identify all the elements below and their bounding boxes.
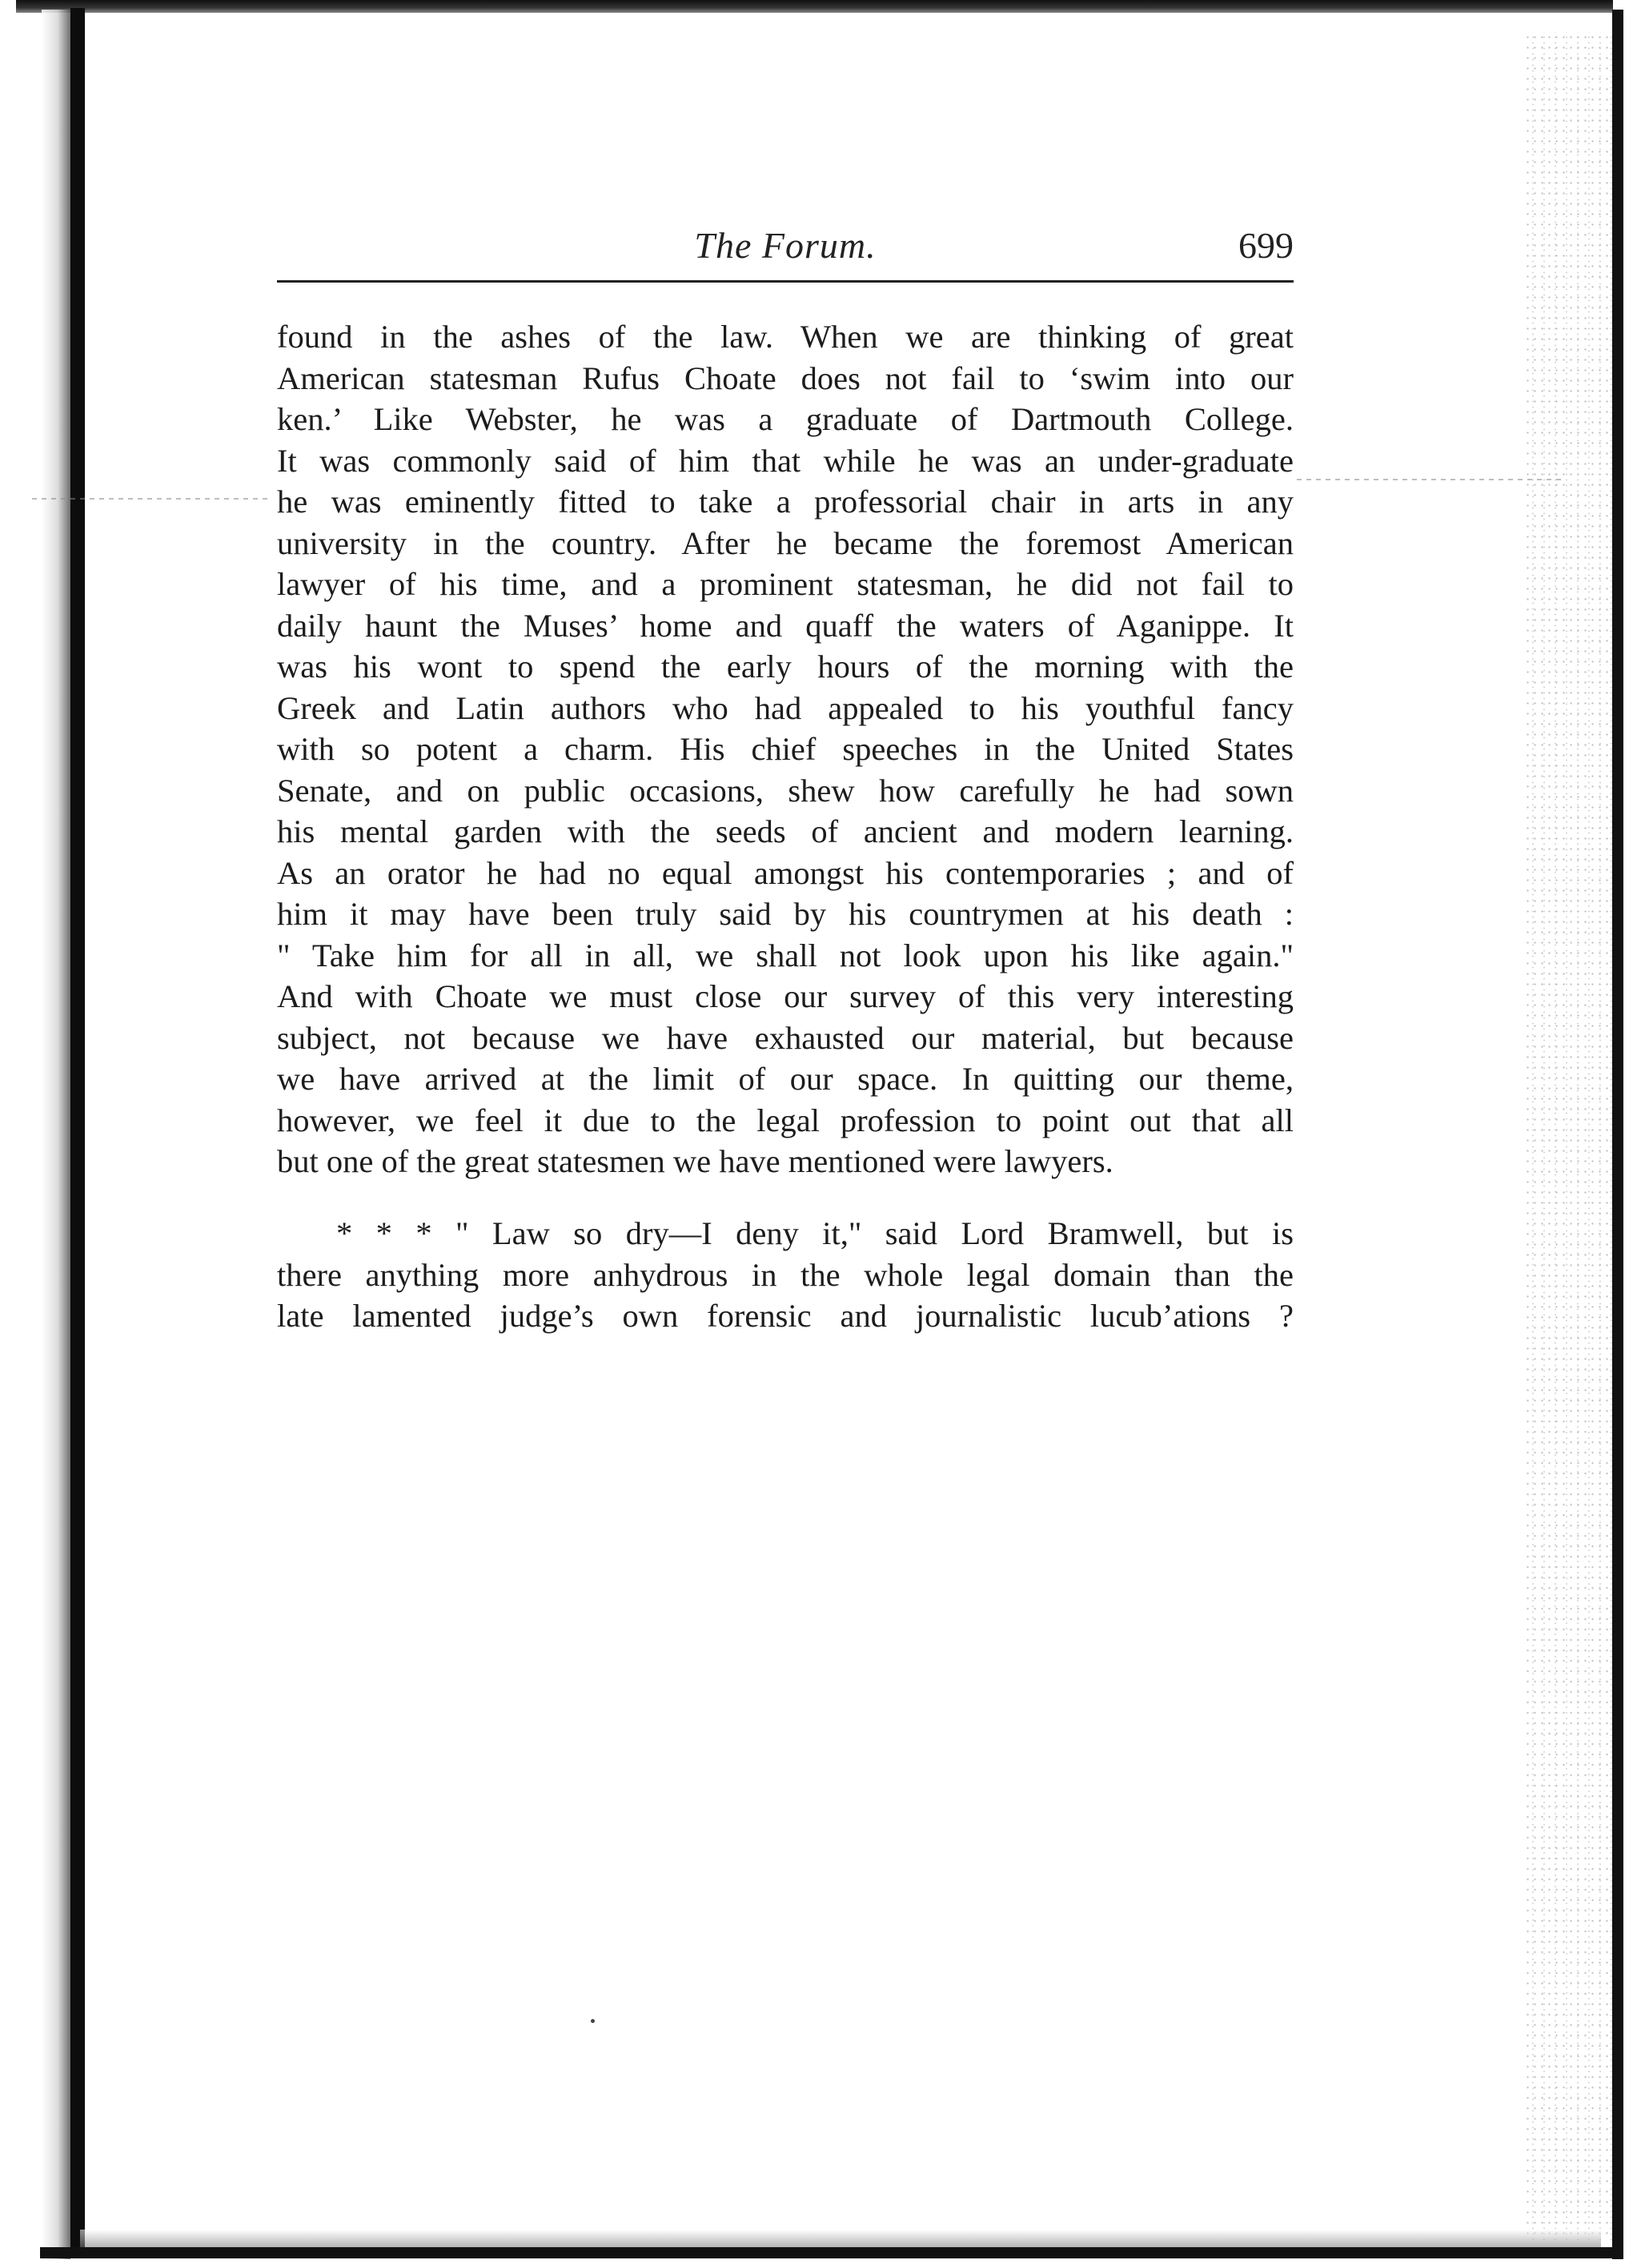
text-line: ken.’ Like Webster, he was a graduate of Dartmouth College. [277,401,1294,437]
stray-ink-dot [591,2019,595,2023]
body-paragraph-bramwell [277,1213,1294,1337]
text-line: As an orator he had no equal amongst his contemporaries ; and of [277,854,1294,891]
text-line: university in the country. After he became the foremost American [277,524,1294,561]
text-line: with so potent a charm. His chief speeches in the United States [277,731,1294,767]
text-line: however, we feel it due to the legal profession to point out that all [277,1102,1294,1138]
header-rule [277,280,1294,283]
journal-title: The Forum. [694,225,877,266]
text-line: we have arrived at the limit of our space. In quitting our theme, [277,1061,1294,1097]
page-number: 699 [1238,225,1294,266]
text-line: Senate, and on public occasions, shew how carefully he had sown [277,772,1294,809]
text-line: " Take him for all in all, we shall not look upon his like again." [277,937,1294,973]
text-line: subject, not because we have exhausted our material, but because [277,1019,1294,1056]
text-line: late lamented judge’s own forensic and journalistic lucub’ations ? [277,1298,1294,1334]
scan-border-left [70,8,85,2250]
text-line: was his wont to spend the early hours of the morning with the [277,648,1294,684]
text-line: lawyer of his time, and a prominent statesman, he did not fail to [277,566,1294,602]
scan-crease-left [32,498,272,500]
scan-border-bottom [40,2247,1617,2258]
text-line: * * * " Law so dry—I deny it," said Lord Bramwell, but is [336,1215,1294,1251]
text-line: but one of the great statesmen we have mentioned were lawyers. [277,1143,1113,1179]
scan-crease-right [1297,479,1561,480]
scan-border-right [1612,10,1623,2259]
running-head [277,224,1294,279]
text-line: And with Choate we must close our survey of this very interesting [277,978,1294,1014]
scan-binding-shadow [42,10,70,2259]
scan-edge-noise [1524,32,1612,2242]
scan-border-top [16,0,1613,13]
text-line: daily haunt the Muses’ home and quaff the waters of Aganippe. It [277,607,1294,644]
text-line: he was eminently fitted to take a professorial chair in arts in any [277,484,1294,520]
text-line: found in the ashes of the law. When we are thinking of great [277,319,1294,355]
text-line: there anything more anhydrous in the whole legal domain than the [277,1256,1294,1293]
text-line: Greek and Latin authors who had appealed to his youthful fancy [277,689,1294,726]
text-line: him it may have been truly said by his countrymen at his death : [277,896,1294,932]
text-line: American statesman Rufus Choate does not fail to ‘swim into our [277,359,1294,396]
text-line: his mental garden with the seeds of ancient and modern learning. [277,813,1294,849]
text-line: It was commonly said of him that while he was an under-graduate [277,442,1294,479]
scan-bottom-shadow [80,2230,1601,2247]
body-paragraph-choate [277,316,1294,1182]
